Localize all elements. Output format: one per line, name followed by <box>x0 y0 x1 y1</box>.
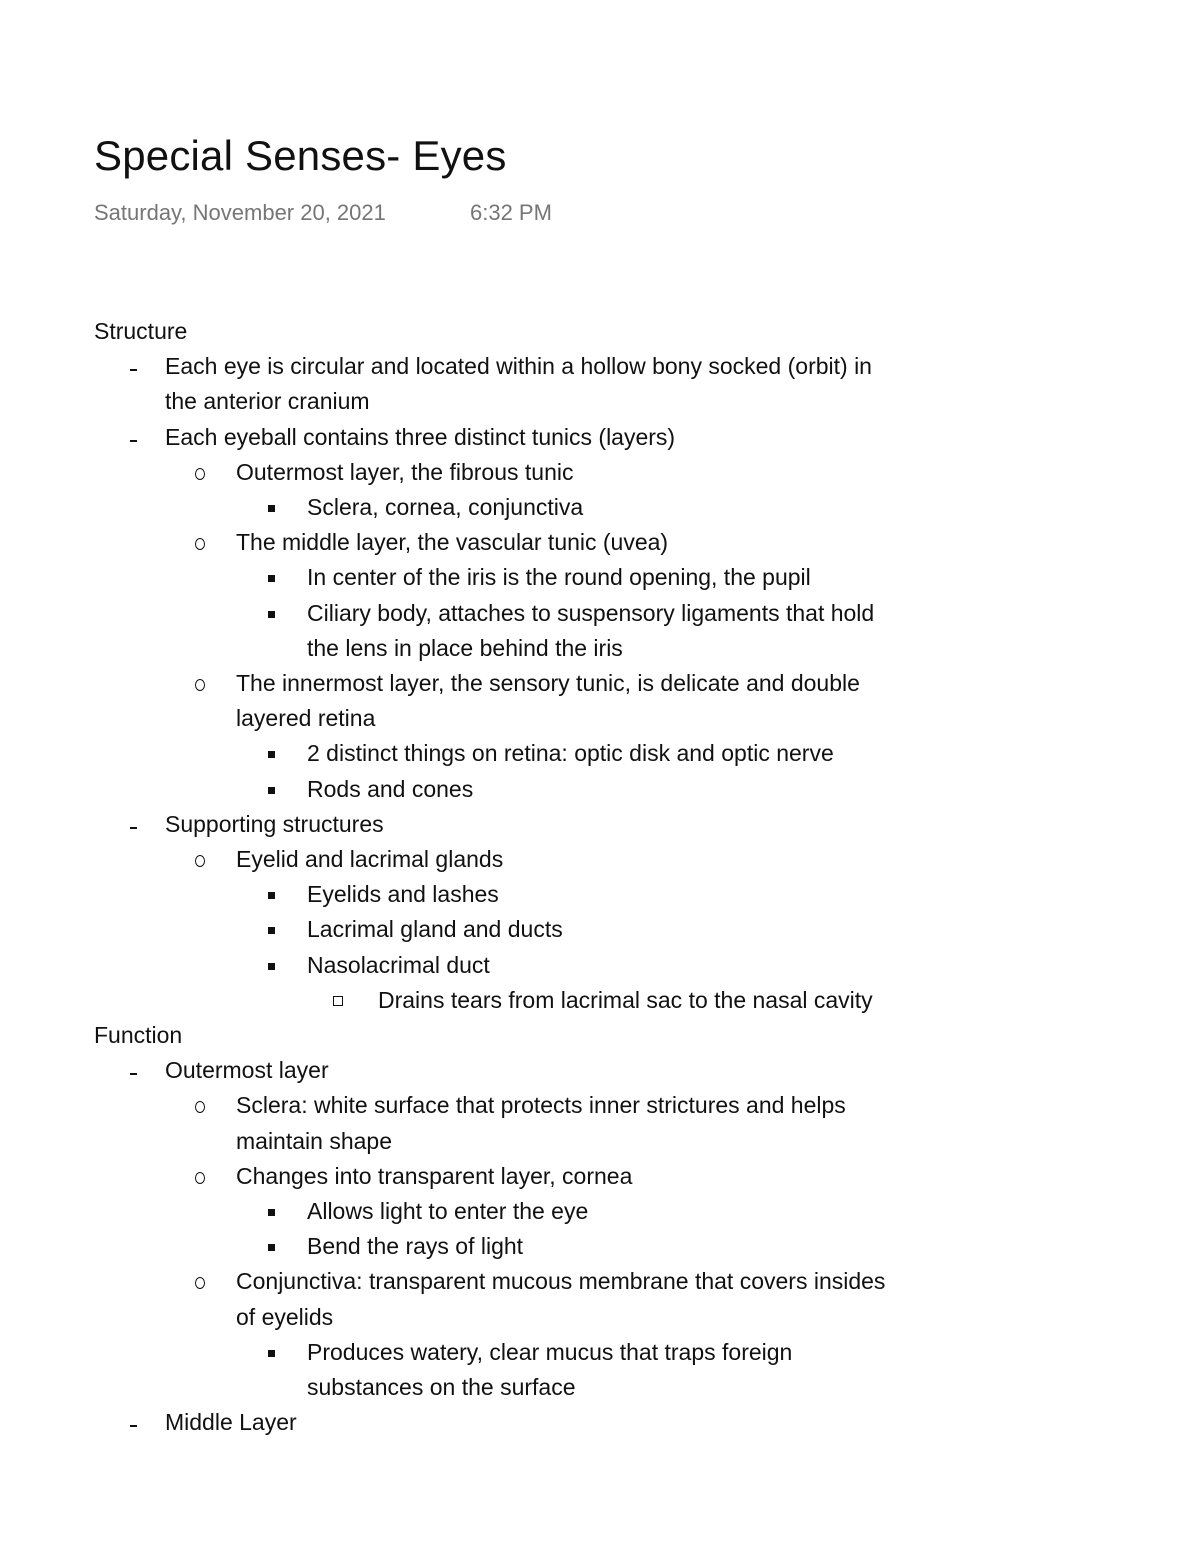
dash-bullet-icon <box>130 440 137 442</box>
list-item: Conjunctiva: transparent mucous membrane that covers insides <box>236 1268 886 1295</box>
note-time: 6:32 PM <box>470 200 552 225</box>
dash-bullet-icon <box>130 369 137 371</box>
circle-bullet-icon <box>195 538 205 550</box>
list-item: the anterior cranium <box>165 388 370 415</box>
list-item: Nasolacrimal duct <box>307 951 490 978</box>
page-title: Special Senses- Eyes <box>94 132 507 179</box>
list-item: Lacrimal gland and ducts <box>307 916 563 943</box>
dash-bullet-icon <box>130 1073 137 1075</box>
list-item: of eyelids <box>236 1303 334 1330</box>
note-date: Saturday, November 20, 2021 <box>94 200 386 225</box>
list-item: Outermost layer <box>165 1057 329 1084</box>
dash-bullet-icon <box>130 1425 137 1427</box>
list-item: Eyelid and lacrimal glands <box>236 846 504 872</box>
circle-bullet-icon <box>195 1277 205 1289</box>
circle-bullet-icon <box>195 1172 205 1184</box>
list-item: Bend the rays of light <box>307 1233 524 1260</box>
list-item: maintain shape <box>236 1127 392 1154</box>
list-item: Sclera, cornea, conjunctiva <box>307 494 584 520</box>
list-item: Sclera: white surface that protects inner strictures and helps <box>236 1092 846 1119</box>
list-item: layered retina <box>236 705 376 732</box>
list-item: Middle Layer <box>165 1409 297 1436</box>
square-bullet-icon <box>268 787 275 794</box>
list-item: The innermost layer, the sensory tunic, is delicate and double <box>236 670 860 696</box>
square-bullet-icon <box>268 505 275 512</box>
list-item: 2 distinct things on retina: optic disk and optic nerve <box>307 740 834 767</box>
list-item: Drains tears from lacrimal sac to the nasal cavity <box>378 986 873 1013</box>
list-item: Changes into transparent layer, cornea <box>236 1162 633 1189</box>
list-item: In center of the iris is the round opening, the pupil <box>307 564 811 591</box>
list-item: Each eyeball contains three distinct tunics (layers) <box>165 423 676 450</box>
square-bullet-icon <box>268 611 275 618</box>
section-heading: Function <box>94 1022 183 1048</box>
list-item: Supporting structures <box>165 810 384 837</box>
circle-bullet-icon <box>195 1101 205 1113</box>
square-bullet-icon <box>268 892 275 899</box>
square-bullet-icon <box>268 927 275 934</box>
list-item: Ciliary body, attaches to suspensory ligaments that hold <box>307 599 875 626</box>
circle-bullet-icon <box>195 468 205 480</box>
square-bullet-icon <box>268 1244 275 1251</box>
square-bullet-icon <box>268 1350 275 1357</box>
circle-bullet-icon <box>195 855 205 867</box>
list-item: Rods and cones <box>307 775 474 802</box>
list-item: Outermost layer, the fibrous tunic <box>236 458 574 485</box>
section-heading: Structure <box>94 318 188 344</box>
square-bullet-icon <box>268 963 275 970</box>
circle-bullet-icon <box>195 679 205 691</box>
square-bullet-icon <box>268 1209 275 1216</box>
list-item: Produces watery, clear mucus that traps foreign <box>307 1338 793 1365</box>
square-bullet-icon <box>268 751 275 758</box>
list-item: Allows light to enter the eye <box>307 1198 589 1224</box>
dash-bullet-icon <box>130 827 137 829</box>
list-item: the lens in place behind the iris <box>307 634 623 661</box>
list-item: Each eye is circular and located within a hollow bony socked (orbit) in <box>165 353 872 380</box>
list-item: Eyelids and lashes <box>307 881 499 908</box>
list-item: substances on the surface <box>307 1374 576 1400</box>
list-item: The middle layer, the vascular tunic (uvea) <box>236 529 669 556</box>
square-bullet-icon <box>268 575 275 582</box>
open-square-bullet-icon <box>333 996 343 1006</box>
